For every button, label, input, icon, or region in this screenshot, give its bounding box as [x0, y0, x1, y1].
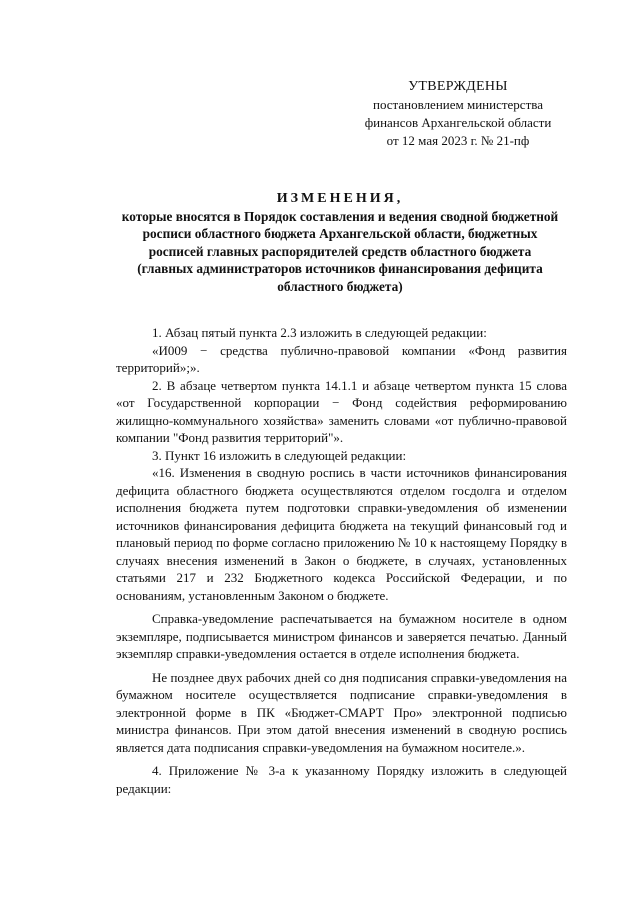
approval-line: финансов Архангельской области	[364, 115, 552, 130]
approval-heading: УТВЕРЖДЕНЫ	[408, 79, 508, 94]
heading-line: росписи областного бюджета Архангельской области, бюджетных	[142, 226, 538, 241]
document-title: ИЗМЕНЕНИЯ,	[276, 191, 404, 206]
document-body	[116, 324, 567, 797]
approval-line: постановлением министерства	[372, 97, 543, 112]
approval-stamp	[360, 78, 556, 150]
paragraph-item-4: 4. Приложение № 3-а к указанному Порядку изложить в следующей редакции:	[116, 763, 567, 796]
paragraph-item-2: 2. В абзаце четвертом пункта 14.1.1 и абзаце четвертом пункта 15 слова «от Государственной корпорации − Фонд содействия реформированию жилищно-коммунального хозяйства» заменить словами «от публично-правовой компании "Фонд развития территорий"».	[116, 377, 567, 445]
heading-line: которые вносятся в Порядок составления и ведения сводной бюджетной	[121, 208, 559, 224]
heading-line: (главных администраторов источников финансирования дефицита	[137, 261, 543, 276]
paragraph-quote-16: «16. Изменения в сводную роспись в части источников финансирования дефицита областного бюджета осуществляются отделом госдолга и отделом исполнения бюджета путем подготовки справки-уведомления об изменении источников финансирования дефицита бюджета на текущий финансовый год и плановый период по форме согласно приложению № 10 к настоящему Порядку в случаях внесения изменений в Закон о бюджете, в случаях, установленных статьями 217 и 232 Бюджетного кодекса Российской Федерации, и по основаниям, установленным Законом о бюджете.	[116, 465, 567, 603]
paragraph-certificate: Справка-уведомление распечатывается на бумажном носителе в одном экземпляре, подписывается министром финансов и заверяется печатью. Данный экземпляр справки-уведомления остается в отделе исполнения бюджета.	[116, 611, 567, 661]
paragraph-quote-1: «И009 − средства публично-правовой компании «Фонд развития территорий»;».	[116, 342, 567, 375]
document-heading	[100, 190, 580, 295]
paragraph-item-3: 3. Пункт 16 изложить в следующей редакции:	[152, 447, 407, 463]
paragraph-signing: Не позднее двух рабочих дней со дня подписания справки-уведомления на бумажном носителе осуществляется подписание справки-уведомления в электронной форме в ПК «Бюджет-СМАРТ Про» электронной подписью министра финансов. При этом датой внесения изменений в сводную роспись является дата подписания справки-уведомления на бумажном носителе.».	[116, 669, 567, 755]
approval-date: от 12 мая 2023 г. № 21-пф	[386, 133, 530, 148]
heading-line: областного бюджета)	[277, 278, 403, 294]
paragraph-item-1: 1. Абзац пятый пункта 2.3 изложить в следующей редакции:	[152, 325, 487, 340]
heading-line: росписей главных распорядителей средств областного бюджета	[148, 243, 532, 259]
